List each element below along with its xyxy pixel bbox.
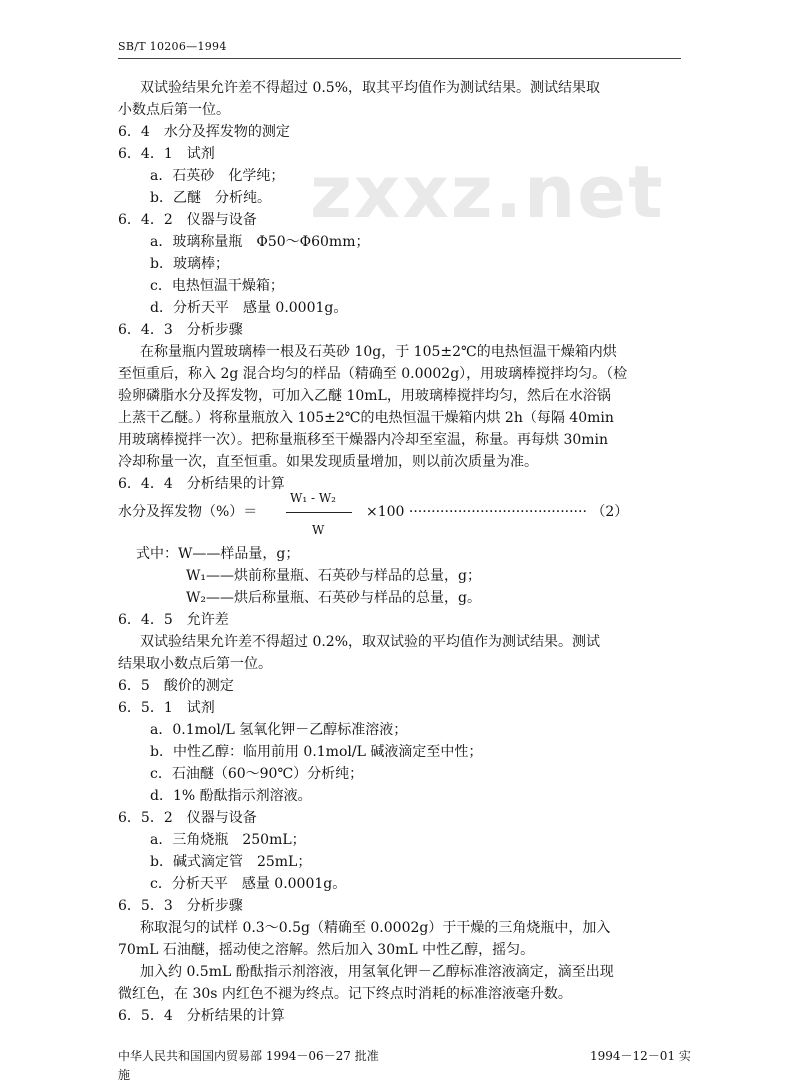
- subsection-heading: 6．4．4 分析结果的计算: [118, 476, 285, 492]
- formula-numerator: W₁ - W₂: [290, 491, 336, 505]
- list-item: c．分析天平 感量 0.0001g。: [150, 876, 347, 892]
- formula-lhs: 水分及挥发物（%）＝: [118, 504, 258, 520]
- section-heading: 6．5 酸价的测定: [118, 678, 234, 694]
- list-item: a．三角烧瓶 250mL；: [150, 832, 306, 848]
- paragraph-line: 70mL 石油醚，摇动使之溶解。然后加入 30mL 中性乙醇，摇匀。: [118, 942, 535, 958]
- list-item: a．玻璃称量瓶 Φ50～Φ60mm；: [150, 234, 370, 250]
- paragraph-line: 小数点后第一位。: [118, 102, 230, 118]
- list-item: a．石英砂 化学纯；: [150, 168, 285, 184]
- fraction-bar: [286, 512, 352, 513]
- list-item: b．碱式滴定管 25mL；: [150, 854, 312, 870]
- approval-text: 中华人民共和国国内贸易部 1994－06－27 批准: [118, 1049, 379, 1063]
- list-item: d．分析天平 感量 0.0001g。: [150, 300, 348, 316]
- header-divider: [118, 58, 681, 59]
- subsection-heading: 6．5．3 分析步骤: [118, 898, 243, 914]
- definition-line: W₁——烘前称量瓶、石英砂与样品的总量，g；: [186, 568, 481, 584]
- list-item: b．玻璃棒；: [150, 256, 229, 272]
- paragraph-line: 称取混匀的试样 0.3～0.5g（精确至 0.0002g）于干燥的三角烧瓶中，加入: [140, 920, 611, 936]
- definition-line: 式中：W——样品量，g；: [136, 546, 300, 562]
- paragraph-line: 在称量瓶内置玻璃棒一根及石英砂 10g，于 105±2℃的电热恒温干燥箱内烘: [140, 344, 617, 360]
- paragraph-line: 用玻璃棒搅拌一次）。把称量瓶移至干燥器内冷却至室温，称量。再每烘 30min: [118, 432, 609, 448]
- subsection-heading: 6．5．4 分析结果的计算: [118, 1008, 285, 1024]
- paragraph-line: 验卵磷脂水分及挥发物，可加入乙醚 10mL，用玻璃棒搅拌均匀，然后在水浴锅: [118, 388, 611, 404]
- subsection-heading: 6．4．1 试剂: [118, 146, 215, 162]
- formula-rhs: ×100 ········································ （2）: [366, 504, 629, 520]
- paragraph-line: 冷却称量一次，直至恒重。如果发现质量增加，则以前次质量为准。: [118, 454, 538, 470]
- section-heading: 6．4 水分及挥发物的测定: [118, 124, 290, 140]
- subsection-heading: 6．5．2 仪器与设备: [118, 810, 257, 826]
- list-item: b．中性乙醇：临用前用 0.1mol/L 碱液滴定至中性；: [150, 744, 483, 760]
- list-item: a．0.1mol/L 氢氧化钾－乙醇标准溶液；: [150, 722, 408, 738]
- subsection-heading: 6．5．1 试剂: [118, 700, 215, 716]
- list-item: d．1% 酚酞指示剂溶液。: [150, 788, 312, 804]
- paragraph-line: 至恒重后，称入 2g 混合均匀的样品（精确至 0.0002g），用玻璃棒搅拌均匀。（检: [118, 366, 628, 382]
- paragraph-line: 双试验结果允许差不得超过 0.2%，取双试验的平均值作为测试结果。测试: [140, 634, 601, 650]
- paragraph-line: 加入约 0.5mL 酚酞指示剂溶液，用氢氧化钾－乙醇标准溶液滴定，滴至出现: [140, 964, 614, 980]
- list-item: c．石油醚（60～90℃）分析纯；: [150, 766, 364, 782]
- subsection-heading: 6．4．3 分析步骤: [118, 322, 243, 338]
- paragraph-line: 结果取小数点后第一位。: [118, 656, 272, 672]
- paragraph-line: 微红色，在 30s 内红色不褪为终点。记下终点时消耗的标准溶液毫升数。: [118, 986, 572, 1002]
- document-code: SB/T 10206—1994: [118, 40, 227, 53]
- list-item: c．电热恒温干燥箱；: [150, 278, 284, 294]
- subsection-heading: 6．4．5 允许差: [118, 612, 229, 628]
- paragraph-line: 上蒸干乙醚。）将称量瓶放入 105±2℃的电热恒温干燥箱内烘 2h（每隔 40min: [118, 410, 614, 426]
- subsection-heading: 6．4．2 仪器与设备: [118, 212, 257, 228]
- approval-text-continuation: 施: [118, 1068, 131, 1082]
- formula-denominator: W: [312, 523, 325, 537]
- paragraph-line: 双试验结果允许差不得超过 0.5%，取其平均值作为测试结果。测试结果取: [140, 80, 601, 96]
- definition-line: W₂——烘后称量瓶、石英砂与样品的总量，g。: [186, 590, 481, 606]
- implementation-date: 1994－12－01 实: [590, 1049, 691, 1063]
- list-item: b．乙醚 分析纯。: [150, 190, 271, 206]
- watermark: zxxz.net: [310, 150, 665, 234]
